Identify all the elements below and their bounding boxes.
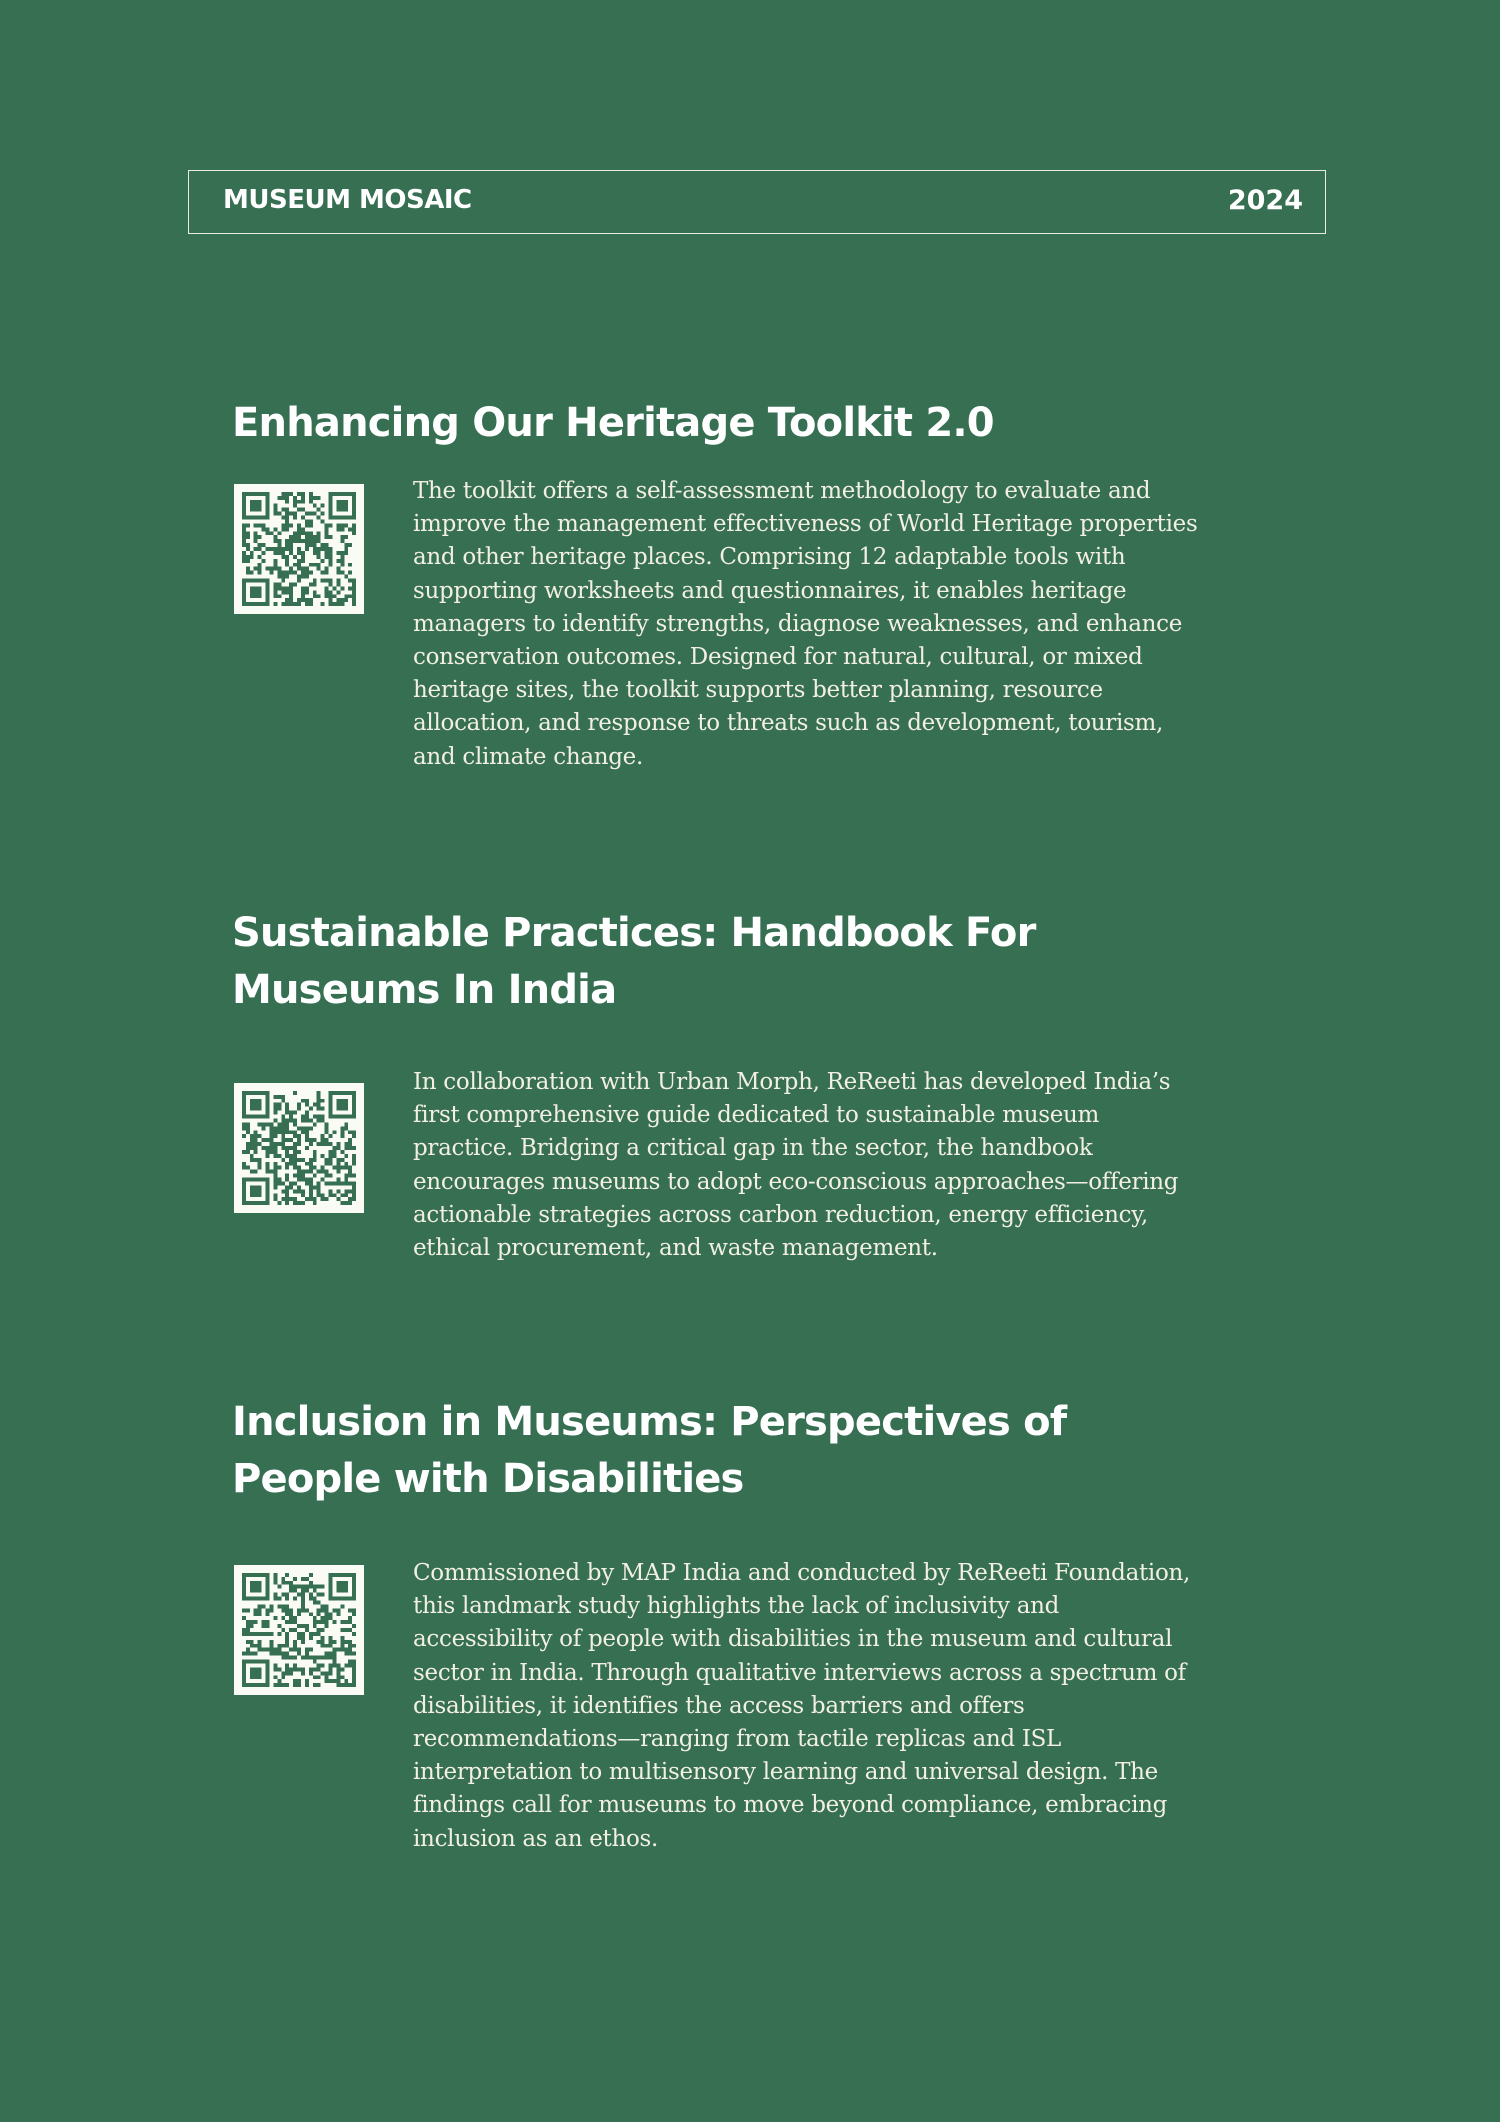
section-body-inclusion-in-museums: Commissioned by MAP India and conducted by ReReeti Foundation, this landmark study highlights the lack of inclusivity and accessibility of people with disabilities in the museum and cultural sector in India. Through qualitative interviews across a spectrum of disabilities, it identifies the access barriers and offers recommendations—ranging from tactile replicas and ISL interpretation to multisensory learning and universal design. The findings call for museums to move beyond compliance, embracing inclusion as an ethos. — [413, 1560, 1191, 1852]
publication-name: MUSEUM MOSAIC — [223, 185, 472, 215]
section-title-sustainable-practices: Sustainable Practices: Handbook For Museums In India — [232, 910, 1036, 1013]
qr-code-icon[interactable] — [234, 1083, 364, 1213]
qr-pattern — [234, 484, 364, 614]
section-body-sustainable-practices: In collaboration with Urban Morph, ReReeti has developed India’s first comprehensive guide dedicated to sustainable museum practice. Bridging a critical gap in the sector, the handbook encourages museums to adopt eco-conscious approaches—offering actionable strategies across carbon reduction, energy efficiency, ethical procurement, and waste management. — [413, 1069, 1179, 1262]
qr-code-icon[interactable] — [234, 1565, 364, 1695]
qr-pattern — [234, 1565, 364, 1695]
section-title-inclusion-in-museums: Inclusion in Museums: Perspectives of People with Disabilities — [232, 1399, 1067, 1502]
masthead — [188, 170, 1326, 234]
section-title-heritage-toolkit: Enhancing Our Heritage Toolkit 2.0 — [232, 400, 994, 446]
qr-pattern — [234, 1083, 364, 1213]
section-body-heritage-toolkit: The toolkit offers a self-assessment methodology to evaluate and improve the management effectiveness of World Heritage properties and other heritage places. Comprising 12 adaptable tools with supporting worksheets and questionnaires, it enables heritage managers to identify strengths, diagnose weaknesses, and enhance conservation outcomes. Designed for natural, cultural, or mixed heritage sites, the toolkit supports better planning, resource allocation, and response to threats such as development, tourism, and climate change. — [413, 478, 1198, 770]
publication-year: 2024 — [1227, 185, 1303, 216]
qr-code-icon[interactable] — [234, 484, 364, 614]
